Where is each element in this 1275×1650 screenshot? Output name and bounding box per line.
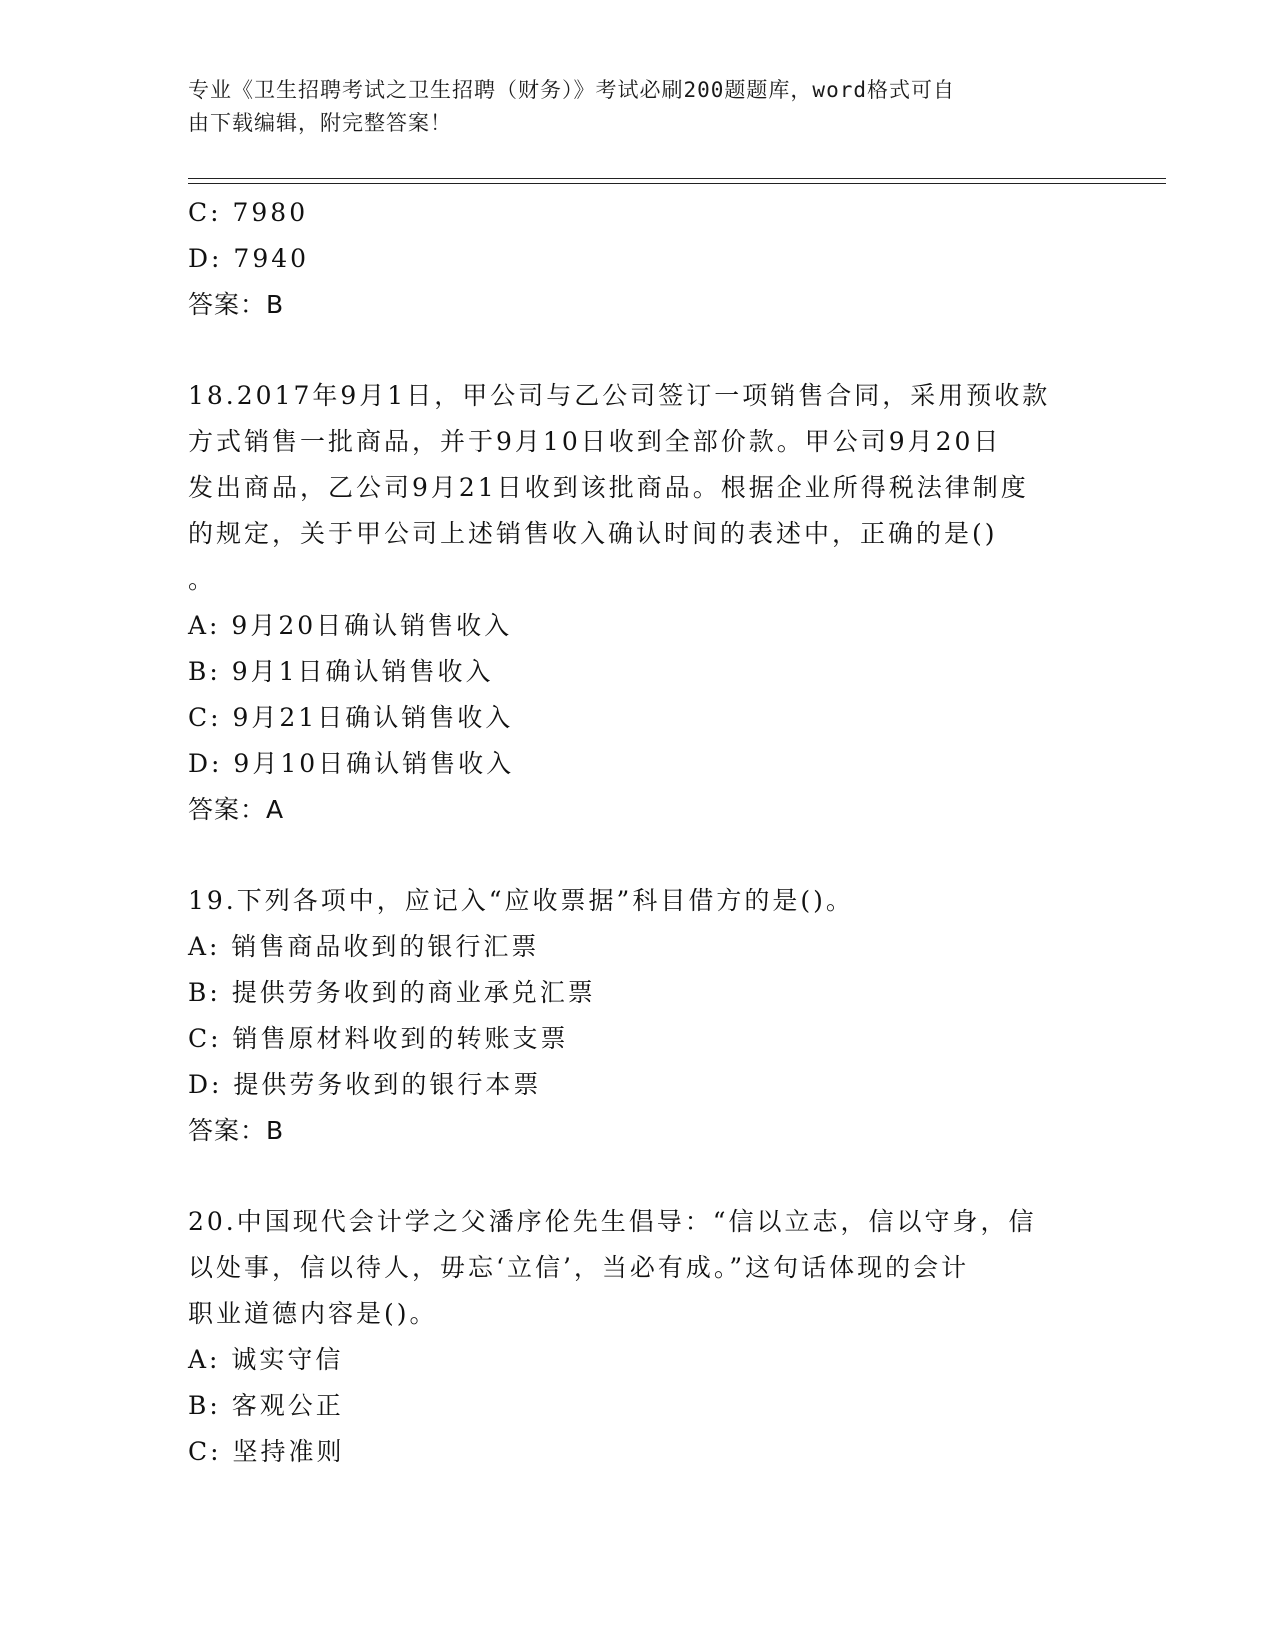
question-stem-line: 的规定，关于甲公司上述销售收入确认时间的表述中，正确的是()	[188, 519, 998, 548]
question-stem-line: 发出商品，乙公司9月21日收到该批商品。根据企业所得税法律制度	[188, 473, 1029, 502]
option-d: D: 7940	[188, 244, 310, 273]
question-stem-line: 18.2017年9月1日，甲公司与乙公司签订一项销售合同，采用预收款	[188, 381, 1051, 410]
header-line-2: 由下载编辑，附完整答案！	[188, 111, 452, 135]
option-d: D: 9月10日确认销售收入	[188, 749, 515, 778]
answer-line: 答案：B	[188, 290, 285, 319]
question-stem-line: 职业道德内容是()。	[188, 1299, 438, 1328]
question-19	[188, 878, 1088, 1154]
option-b: B: 9月1日确认销售收入	[188, 657, 494, 686]
question-stem-line: 以处事，信以待人，毋忘‘立信’，当必有成。”这句话体现的会计	[188, 1253, 970, 1282]
option-b: B: 提供劳务收到的商业承兑汇票	[188, 978, 596, 1007]
question-stem-line: 19.下列各项中，应记入“应收票据”科目借方的是()。	[188, 886, 854, 915]
question-stem-line: 20.中国现代会计学之父潘序伦先生倡导：“信以立志，信以守身，信	[188, 1207, 1037, 1236]
option-c: C: 9月21日确认销售收入	[188, 703, 514, 732]
option-b: B: 客观公正	[188, 1391, 344, 1420]
question-spacer	[188, 1154, 1088, 1199]
document-header	[188, 74, 1068, 140]
option-d: D: 提供劳务收到的银行本票	[188, 1070, 542, 1099]
option-a: A: 销售商品收到的银行汇票	[188, 932, 540, 961]
option-a: A: 9月20日确认销售收入	[188, 611, 513, 640]
answer-line: 答案：A	[188, 795, 285, 824]
option-c: C: 7980	[188, 198, 309, 227]
header-divider-top	[188, 178, 1166, 179]
question-stem-line: 方式销售一批商品，并于9月10日收到全部价款。甲公司9月20日	[188, 427, 1002, 456]
question-content	[188, 190, 1088, 1475]
option-a: A: 诚实守信	[188, 1345, 344, 1374]
question-spacer	[188, 328, 1088, 373]
question-20	[188, 1199, 1088, 1475]
question-stem-line: 。	[188, 565, 217, 594]
question-17	[188, 190, 1088, 328]
option-c: C: 坚持准则	[188, 1437, 345, 1466]
header-divider-bottom	[188, 183, 1166, 184]
question-18	[188, 373, 1088, 833]
answer-line: 答案：B	[188, 1116, 285, 1145]
header-line-1: 专业《卫生招聘考试之卫生招聘（财务）》考试必刷200题题库，word格式可自	[188, 78, 955, 102]
option-c: C: 销售原材料收到的转账支票	[188, 1024, 569, 1053]
question-spacer	[188, 833, 1088, 878]
